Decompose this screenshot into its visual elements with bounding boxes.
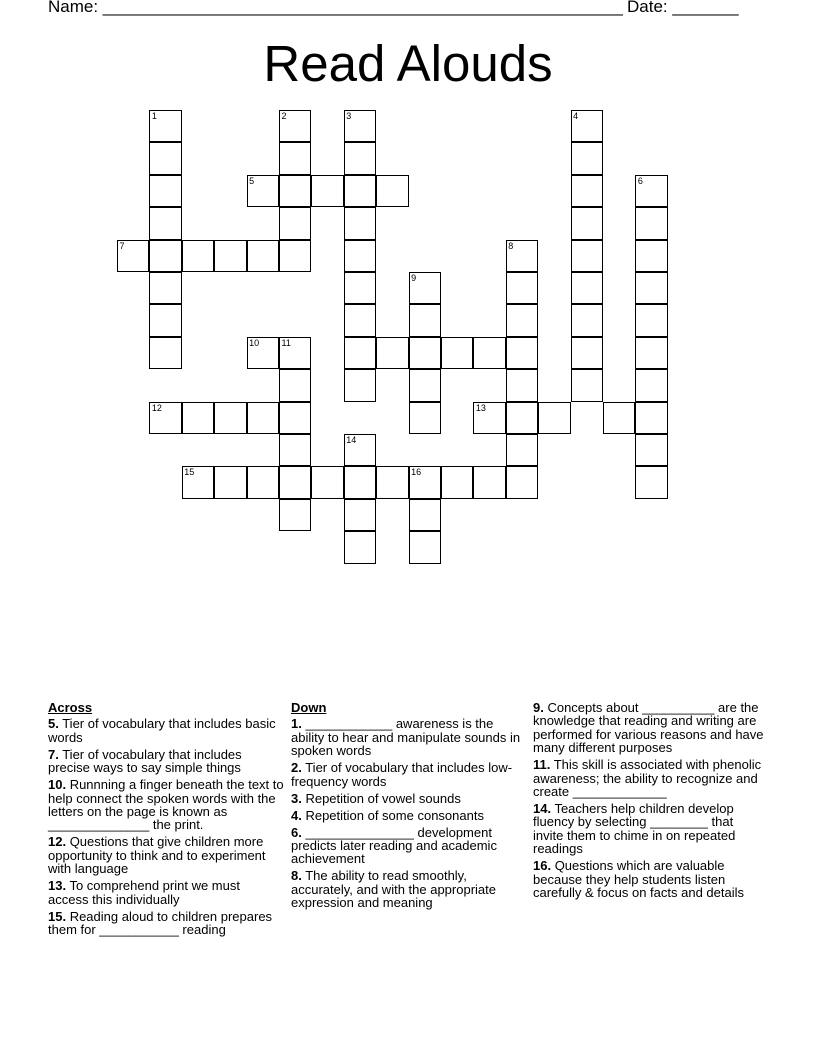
crossword-cell[interactable]: [409, 466, 441, 498]
clue-item: [533, 701, 765, 755]
clue-number: 4: [573, 111, 579, 121]
crossword-cell[interactable]: [247, 175, 279, 207]
crossword-cell[interactable]: [117, 240, 149, 272]
clue-number: 6: [637, 175, 643, 186]
crossword-cell[interactable]: [409, 304, 441, 336]
crossword-cell[interactable]: [279, 175, 311, 207]
clue-number: 1: [151, 111, 157, 121]
crossword-cell[interactable]: [376, 175, 408, 207]
clue-number: 5: [249, 175, 255, 186]
crossword-cell[interactable]: [635, 337, 667, 369]
crossword-cell[interactable]: [603, 402, 635, 434]
clue-item: [533, 859, 765, 899]
crossword-cell[interactable]: [182, 466, 214, 498]
clue-item: [291, 761, 527, 788]
crossword-cell[interactable]: [279, 402, 311, 434]
clue-item-number: 6.: [291, 824, 302, 840]
clue-item-text: Questions which are valuable because they help students listen carefully & focus on facts and details: [533, 858, 745, 901]
crossword-cell[interactable]: [149, 175, 181, 207]
clue-item-number: 11.: [533, 757, 551, 773]
crossword-cell[interactable]: [635, 240, 667, 272]
crossword-cell[interactable]: [344, 272, 376, 304]
crossword-cell[interactable]: [409, 402, 441, 434]
crossword-cell[interactable]: [214, 466, 246, 498]
clue-item-number: 3.: [291, 790, 302, 806]
crossword-cell[interactable]: [473, 466, 505, 498]
crossword-cell[interactable]: [344, 304, 376, 336]
clue-number: 16: [411, 467, 422, 478]
crossword-cell[interactable]: [635, 466, 667, 498]
crossword-cell[interactable]: [149, 402, 181, 434]
crossword-cell[interactable]: [149, 240, 181, 272]
clue-item-number: 2.: [291, 760, 302, 776]
crossword-cell[interactable]: [344, 175, 376, 207]
clue-item-number: 8.: [291, 868, 302, 884]
clue-item-text: To comprehend print we must access this individually: [48, 878, 240, 907]
crossword-cell[interactable]: [571, 175, 603, 207]
clue-item-number: 16.: [533, 858, 552, 874]
crossword-cell[interactable]: [409, 531, 441, 563]
clue-item-text: This skill is associated with phenolic awareness; the ability to recognize and create _____________: [533, 757, 762, 800]
crossword-cell[interactable]: [376, 337, 408, 369]
crossword-cell[interactable]: [409, 337, 441, 369]
crossword-cell[interactable]: [635, 207, 667, 239]
clue-item-text: Repetition of vowel sounds: [301, 790, 461, 806]
crossword-cell[interactable]: [635, 272, 667, 304]
clue-item-number: 13.: [48, 878, 67, 894]
crossword-cell[interactable]: [635, 434, 667, 466]
crossword-cell[interactable]: [409, 369, 441, 401]
clue-item: [291, 792, 527, 805]
crossword-cell[interactable]: [344, 499, 376, 531]
clue-item-number: 4.: [291, 807, 302, 823]
clue-item: [48, 879, 284, 906]
crossword-cell[interactable]: [344, 369, 376, 401]
crossword-cell[interactable]: [279, 499, 311, 531]
crossword-cell[interactable]: [279, 466, 311, 498]
crossword-cell[interactable]: [279, 207, 311, 239]
crossword-cell[interactable]: [311, 466, 343, 498]
crossword-cell[interactable]: [149, 207, 181, 239]
clue-item-number: 7.: [48, 746, 59, 762]
crossword-cell[interactable]: [344, 110, 376, 142]
crossword-cell[interactable]: [344, 466, 376, 498]
crossword-cell[interactable]: [506, 466, 538, 498]
crossword-cell[interactable]: [441, 337, 473, 369]
crossword-cell[interactable]: [571, 369, 603, 401]
clue-item: [48, 910, 284, 937]
clue-item-text: Tier of vocabulary that includes basic words: [48, 716, 276, 745]
clue-item: [48, 835, 284, 875]
clue-item: [48, 748, 284, 775]
across-heading: Across: [48, 700, 93, 715]
crossword-cell[interactable]: [538, 402, 570, 434]
clue-item-text: The ability to read smoothly, accurately, and with the appropriate expression and meaning: [291, 868, 496, 911]
crossword-cell[interactable]: [182, 240, 214, 272]
crossword-cell[interactable]: [149, 272, 181, 304]
crossword-cell[interactable]: [635, 369, 667, 401]
crossword-cell[interactable]: [506, 402, 538, 434]
crossword-cell[interactable]: [506, 369, 538, 401]
crossword-cell[interactable]: [279, 110, 311, 142]
crossword-cell[interactable]: [214, 402, 246, 434]
clue-item: [533, 758, 765, 798]
crossword-cell[interactable]: [571, 142, 603, 174]
clue-number: 9: [411, 273, 417, 283]
crossword-cell[interactable]: [571, 207, 603, 239]
crossword-cell[interactable]: [571, 304, 603, 336]
crossword-cell[interactable]: [376, 466, 408, 498]
crossword-cell[interactable]: [506, 434, 538, 466]
crossword-cell[interactable]: [571, 272, 603, 304]
crossword-cell[interactable]: [279, 369, 311, 401]
clue-item-number: 5.: [48, 716, 59, 732]
crossword-cell[interactable]: [344, 207, 376, 239]
crossword-cell[interactable]: [279, 337, 311, 369]
date-field-line: Date: _______: [627, 0, 739, 16]
down-clues: [291, 701, 527, 913]
crossword-cell[interactable]: [149, 142, 181, 174]
clue-item-number: 15.: [48, 908, 67, 924]
clue-item-text: Concepts about __________ are the knowledge that reading and writing are performed for various reasons and have many different purposes: [533, 700, 764, 756]
clue-item-text: _______________ development predicts later reading and academic achievement: [291, 824, 497, 867]
crossword-cell[interactable]: [344, 337, 376, 369]
crossword-cell[interactable]: [279, 240, 311, 272]
crossword-cell[interactable]: [473, 402, 505, 434]
page-title: Read Alouds: [263, 35, 553, 92]
crossword-cell[interactable]: [247, 240, 279, 272]
crossword-cell[interactable]: [214, 240, 246, 272]
crossword-cell[interactable]: [149, 337, 181, 369]
clue-number: 10: [249, 337, 260, 348]
crossword-cell[interactable]: [149, 110, 181, 142]
clue-number: 2: [281, 111, 287, 121]
down-heading: Down: [291, 700, 327, 715]
clue-item-number: 14.: [533, 801, 552, 817]
clue-item: [533, 802, 765, 856]
clue-number: 3: [346, 111, 352, 121]
clue-item-number: 12.: [48, 834, 67, 850]
clue-item: [291, 809, 527, 822]
clue-item: [291, 869, 527, 909]
clue-item: [291, 826, 527, 866]
crossword-cell[interactable]: [506, 240, 538, 272]
clue-number: 15: [184, 467, 195, 478]
clue-item-text: Repetition of some consonants: [301, 807, 484, 823]
crossword-cell[interactable]: [635, 175, 667, 207]
crossword-cell[interactable]: [635, 402, 667, 434]
crossword-cell[interactable]: [506, 304, 538, 336]
clue-number: 7: [119, 240, 125, 251]
crossword-cell[interactable]: [506, 272, 538, 304]
crossword-cell[interactable]: [279, 434, 311, 466]
clue-item: [291, 717, 527, 757]
crossword-cell[interactable]: [149, 304, 181, 336]
clue-number: 14: [346, 435, 357, 445]
crossword-cell[interactable]: [506, 337, 538, 369]
clue-item-text: Questions that give children more opportunity to think and to experiment with language: [48, 834, 266, 877]
clue-item: [48, 717, 284, 744]
clue-number: 8: [508, 240, 514, 251]
clue-item: [48, 778, 284, 832]
clue-item-number: 9.: [533, 700, 544, 715]
crossword-cell[interactable]: [571, 240, 603, 272]
crossword-cell[interactable]: [344, 240, 376, 272]
clue-item-number: 10.: [48, 777, 67, 793]
crossword-cell[interactable]: [344, 434, 376, 466]
crossword-cell[interactable]: [311, 175, 343, 207]
crossword-cell[interactable]: [409, 499, 441, 531]
crossword-cell[interactable]: [344, 142, 376, 174]
crossword-cell[interactable]: [247, 402, 279, 434]
clue-item-text: Runnning a finger beneath the text to help connect the spoken words with the letters on the page is known as ______________ the print.: [48, 777, 284, 833]
crossword-cell[interactable]: [409, 272, 441, 304]
crossword-cell[interactable]: [182, 402, 214, 434]
down-clues-continued: [533, 701, 765, 903]
clue-item-text: Teachers help children develop fluency by selecting ________ that invite them to chime in on repeated readings: [533, 801, 736, 857]
crossword-cell[interactable]: [279, 142, 311, 174]
clue-item-number: 1.: [291, 716, 302, 732]
clue-number: 11: [281, 337, 291, 348]
crossword-cell[interactable]: [473, 337, 505, 369]
clue-item-text: Tier of vocabulary that includes low-frequency words: [291, 760, 513, 789]
crossword-cell[interactable]: [441, 466, 473, 498]
clue-item-text: Tier of vocabulary that includes precise ways to say simple things: [48, 746, 242, 776]
crossword-cell[interactable]: [247, 466, 279, 498]
clue-number: 12: [151, 402, 162, 413]
crossword-cell[interactable]: [635, 304, 667, 336]
crossword-cell[interactable]: [571, 110, 603, 142]
clue-item-text: Reading aloud to children prepares them for ___________ reading: [48, 908, 273, 938]
crossword-cell[interactable]: [344, 531, 376, 563]
crossword-cell[interactable]: [247, 337, 279, 369]
clue-item-text: ____________ awareness is the ability to hear and manipulate sounds in spoken words: [291, 716, 521, 759]
name-field-line: Name: _______________________________________________________: [48, 0, 623, 16]
clue-number: 13: [475, 402, 486, 413]
across-clues: [48, 701, 284, 940]
crossword-cell[interactable]: [571, 337, 603, 369]
